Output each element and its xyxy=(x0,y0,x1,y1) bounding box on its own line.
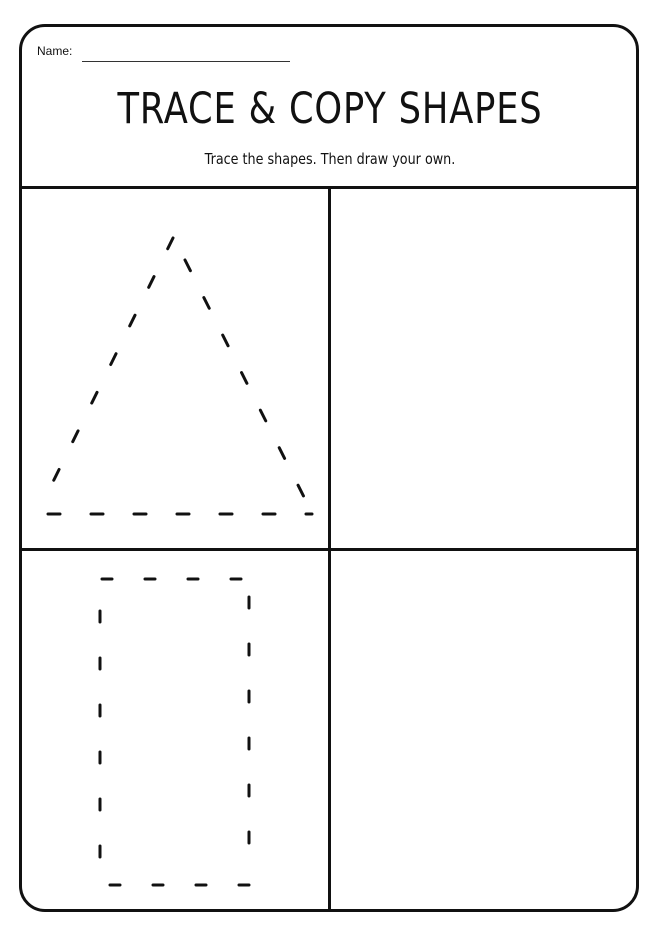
dashed-triangle-shape[interactable] xyxy=(46,238,312,514)
name-label: Name: xyxy=(37,44,73,58)
worksheet-title: TRACE & COPY SHAPES xyxy=(117,84,543,134)
dashed-rectangle-shape[interactable] xyxy=(100,579,250,885)
worksheet-instructions: Trace the shapes. Then draw your own. xyxy=(204,150,456,168)
